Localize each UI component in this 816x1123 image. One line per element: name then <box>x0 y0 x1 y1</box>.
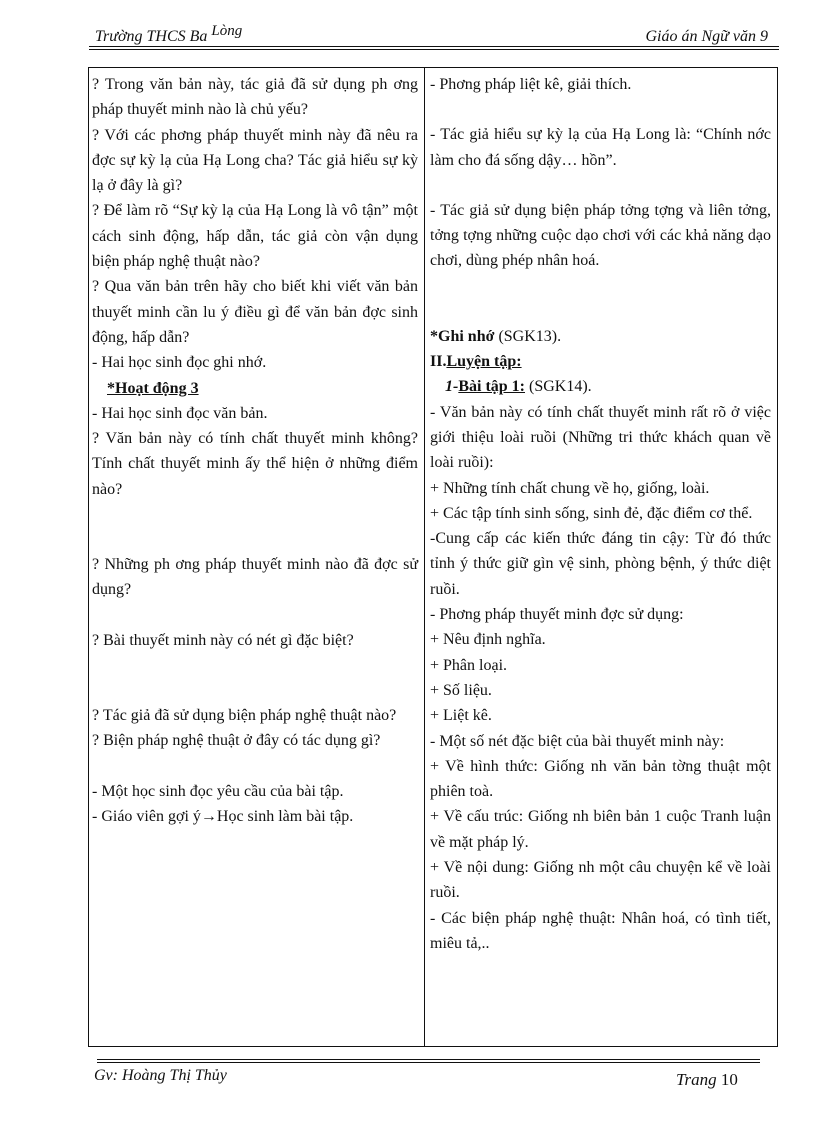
exercise-line: + Về hình thức: Giống nh văn bản tờng thuật một phiên toà. <box>430 757 771 801</box>
activity-read-text: - Hai học sinh đọc văn bản. <box>92 404 268 422</box>
exercise-line: - Các biện pháp nghệ thuật: Nhân hoá, có tình tiết, miêu tả,.. <box>430 909 771 952</box>
question-7: ? Bài thuyết minh này có nét gì đặc biệt? <box>92 631 354 649</box>
exercise-ref: (SGK14). <box>525 378 592 396</box>
school-name: Trường THCS Ba <box>95 28 208 45</box>
exercise-number: 1- <box>445 378 459 396</box>
school-name-sup: Lòng <box>211 23 243 39</box>
activity-3-heading: *Hoạt động 3 <box>107 379 199 397</box>
ghi-nho-label: *Ghi nhớ <box>430 327 495 345</box>
footer-page <box>676 1070 738 1090</box>
ghi-nho <box>430 324 771 349</box>
question-9: ? Biện pháp nghệ thuật ở đây có tác dụng gì? <box>92 732 381 750</box>
column-divider <box>424 68 425 1046</box>
section-practice-heading <box>430 349 771 374</box>
answer-3: - Tác giả sử dụng biện pháp tởng tợng và liên tởng, tởng tợng những cuộc dạo chơi với các khả năng dạo chơi, dùng phép nhân hoá. <box>430 201 771 270</box>
ghi-nho-ref: (SGK13). <box>494 327 562 345</box>
exercise-line: - Một số nét đặc biệt của bài thuyết minh này: <box>430 732 725 750</box>
question-4: ? Qua văn bản trên hãy cho biết khi viết văn bản thuyết minh cần lu ý điều gì để văn bản đợc sinh động, hấp dẫn? <box>92 278 418 346</box>
exercise-line: -Cung cấp các kiến thức đáng tin cậy: Từ đó thức tỉnh ý thức giữ gìn vệ sinh, phòng bệnh, ý thức diệt ruồi. <box>430 530 771 598</box>
lesson-table <box>88 67 778 1047</box>
exercise-line: + Liệt kê. <box>430 707 492 725</box>
question-6: ? Những ph ơng pháp thuyết minh nào đã đợc sử dụng? <box>92 556 418 599</box>
activity-read-exercise: - Một học sinh đọc yêu cầu của bài tập. <box>92 782 344 800</box>
teacher-label: Gv: <box>94 1067 118 1084</box>
page-label: Trang <box>676 1070 717 1089</box>
page-number: 10 <box>720 1070 738 1089</box>
header-school <box>95 23 243 46</box>
question-1: ? Trong văn bản này, tác giả đã sử dụng ph ơng pháp thuyết minh nào là chủ yếu? <box>92 76 418 119</box>
section-number: II. <box>430 353 447 371</box>
header-rule <box>89 46 779 47</box>
exercise-line: - Phơng pháp thuyết minh đợc sử dụng: <box>430 606 684 624</box>
exercise-line: + Các tập tính sinh sống, sinh đẻ, đặc điểm cơ thể. <box>430 504 753 522</box>
header-rule-2 <box>89 49 779 50</box>
footer-rule-2 <box>97 1062 760 1063</box>
exercise-line: + Số liệu. <box>430 681 492 699</box>
teacher-name: Hoàng Thị Thủy <box>117 1067 227 1084</box>
question-3: ? Để làm rõ “Sự kỳ lạ của Hạ Long là vô tận” một cách sinh động, hấp dẫn, tác giả còn vận dụng biện pháp nghệ thuật nào? <box>92 202 418 271</box>
footer-teacher <box>94 1067 227 1085</box>
answer-1: - Phơng pháp liệt kê, giải thích. <box>430 76 632 93</box>
exercise-line: - Văn bản này có tính chất thuyết minh rất rõ ở việc giới thiệu loài ruồi (Những tri thức khách quan về loài ruồi): <box>430 403 771 472</box>
exercise-line: + Phân loại. <box>430 656 508 674</box>
header-subject: Giáo án Ngữ văn 9 <box>645 28 768 45</box>
activity-read-summary: - Hai học sinh đọc ghi nhớ. <box>92 354 267 372</box>
question-5: ? Văn bản này có tính chất thuyết minh không? Tính chất thuyết minh ấy thể hiện ở những điểm nào? <box>92 430 418 498</box>
exercise-line: + Những tính chất chung về họ, giống, loài. <box>430 479 710 497</box>
exercise-line: + Về nội dung: Giống nh một câu chuyện kể về loài ruồi. <box>430 859 771 902</box>
content-column <box>430 72 771 956</box>
exercise-title: Bài tập 1: <box>458 378 525 396</box>
exercise-line: + Về cấu trúc: Giống nh biên bản 1 cuộc Tranh luận về mặt pháp lý. <box>430 808 771 851</box>
footer-rule <box>97 1059 760 1060</box>
exercise-line: + Nêu định nghĩa. <box>430 631 546 649</box>
section-title: Luyện tập: <box>446 353 522 371</box>
answer-2: - Tác giả hiểu sự kỳ lạ của Hạ Long là: “Chính nớc làm cho đá sống dậy… hồn”. <box>430 126 771 169</box>
question-2: ? Với các phơng pháp thuyết minh này đã nêu ra đợc sự kỳ lạ của Hạ Long cha? Tác giả hiểu sự kỳ lạ ở đây là gì? <box>92 126 418 195</box>
activity-teacher-hint: - Giáo viên gợi ý→Học sinh làm bài tập. <box>92 807 354 825</box>
teacher-student-activity-column <box>92 72 418 829</box>
question-8: ? Tác giả đã sử dụng biện pháp nghệ thuật nào? <box>92 706 397 724</box>
exercise-1-heading <box>430 374 771 399</box>
